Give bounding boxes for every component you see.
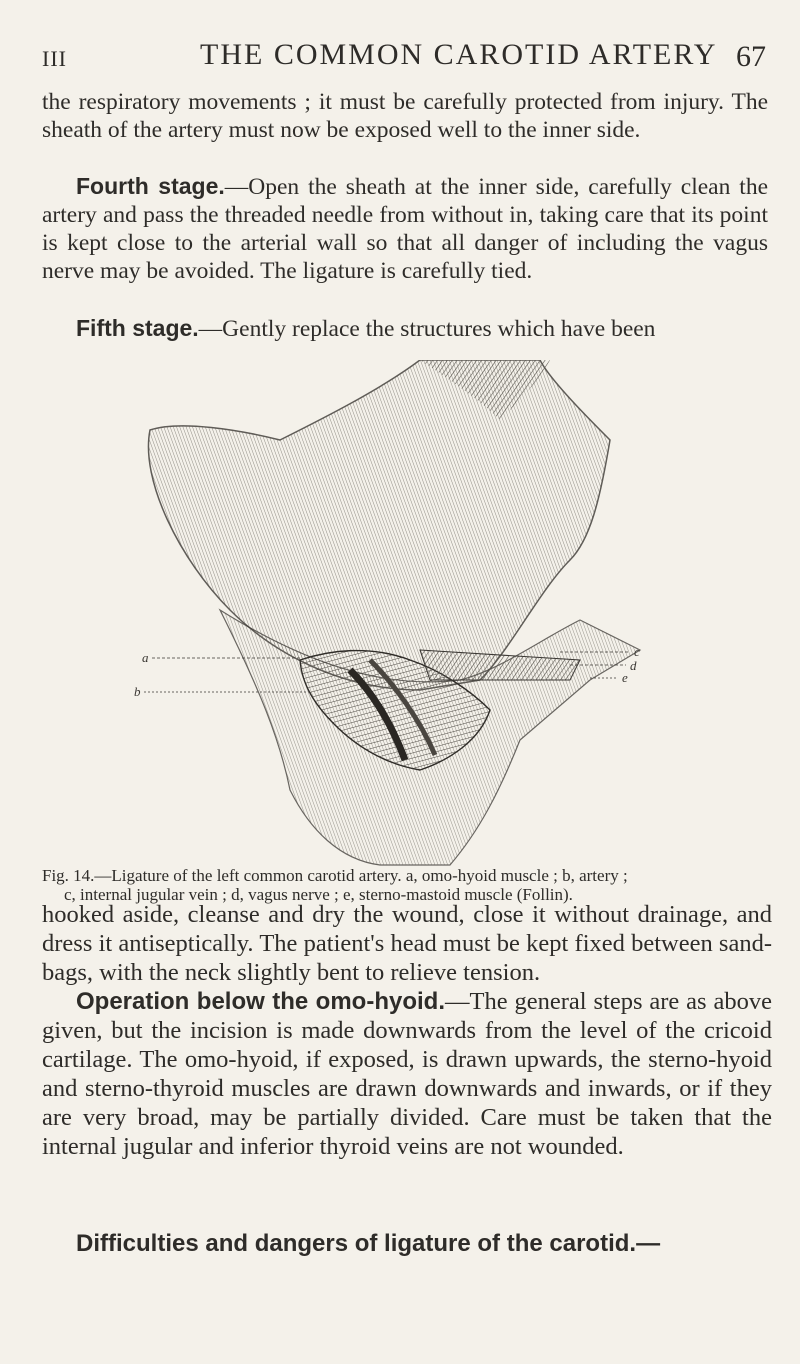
label-b: b bbox=[134, 684, 141, 699]
fifth-stage-paragraph bbox=[42, 314, 768, 343]
page-number: 67 bbox=[736, 40, 766, 73]
label-a: a bbox=[142, 650, 149, 665]
neck-dissection-illustration bbox=[120, 360, 760, 870]
label-e: e bbox=[622, 670, 628, 685]
caption-line-1: Fig. 14.—Ligature of the left common carotid artery. a, omo-hyoid muscle ; b, artery ; bbox=[42, 866, 628, 885]
continuation-paragraph: hooked aside, cleanse and dry the wound, close it without drainage, and dress it antiseptically. The patient's head must be kept fixed between sand-bags, with the neck slightly bent to relieve tension. bbox=[42, 901, 772, 986]
fifth-stage-text: —Gently replace the structures which have been bbox=[198, 316, 656, 342]
fourth-stage-text: —Open the sheath at the inner side, carefully clean the artery and pass the threaded needle from without in, taking care that its point is kept close to the arterial wall so that all danger of including the vagus nerve may be avoided. The ligature is carefully tied. bbox=[42, 174, 768, 284]
head-outline bbox=[148, 360, 610, 690]
difficulties-heading: Difficulties and dangers of ligature of the carotid.— bbox=[76, 1230, 661, 1257]
figure-caption bbox=[42, 866, 772, 904]
fourth-stage-heading: Fourth stage. bbox=[76, 173, 225, 199]
lower-text bbox=[42, 900, 772, 1161]
fourth-stage-paragraph bbox=[42, 172, 768, 285]
fifth-stage-heading: Fifth stage. bbox=[76, 315, 199, 341]
anatomical-figure bbox=[120, 360, 760, 870]
omo-hyoid-heading: Operation below the omo-hyoid. bbox=[76, 988, 445, 1015]
omo-hyoid-text: —The general steps are as above given, but the incision is made downwards from the level of the cricoid cartilage. The omo-hyoid, if exposed, is drawn upwards, the sterno-hyoid and sterno-thyroid muscles are drawn downwards and inwards, or if they are very broad, may be partially divided. Care must be taken that the internal jugular and inferior thyroid veins are not wounded. bbox=[42, 988, 772, 1160]
omo-hyoid-paragraph bbox=[42, 987, 772, 1161]
running-title: THE COMMON CAROTID ARTERY bbox=[200, 38, 718, 71]
label-c: c bbox=[634, 644, 640, 659]
intro-paragraph: the respiratory movements ; it must be carefully protected from injury. The sheath of the artery must now be exposed well to the inner side. bbox=[42, 89, 768, 143]
running-header bbox=[42, 38, 766, 78]
section-number: III bbox=[42, 46, 67, 71]
label-d: d bbox=[630, 658, 637, 673]
caption-line-2: c, internal jugular vein ; d, vagus nerve ; e, sterno-mastoid muscle (Follin). bbox=[64, 885, 573, 904]
